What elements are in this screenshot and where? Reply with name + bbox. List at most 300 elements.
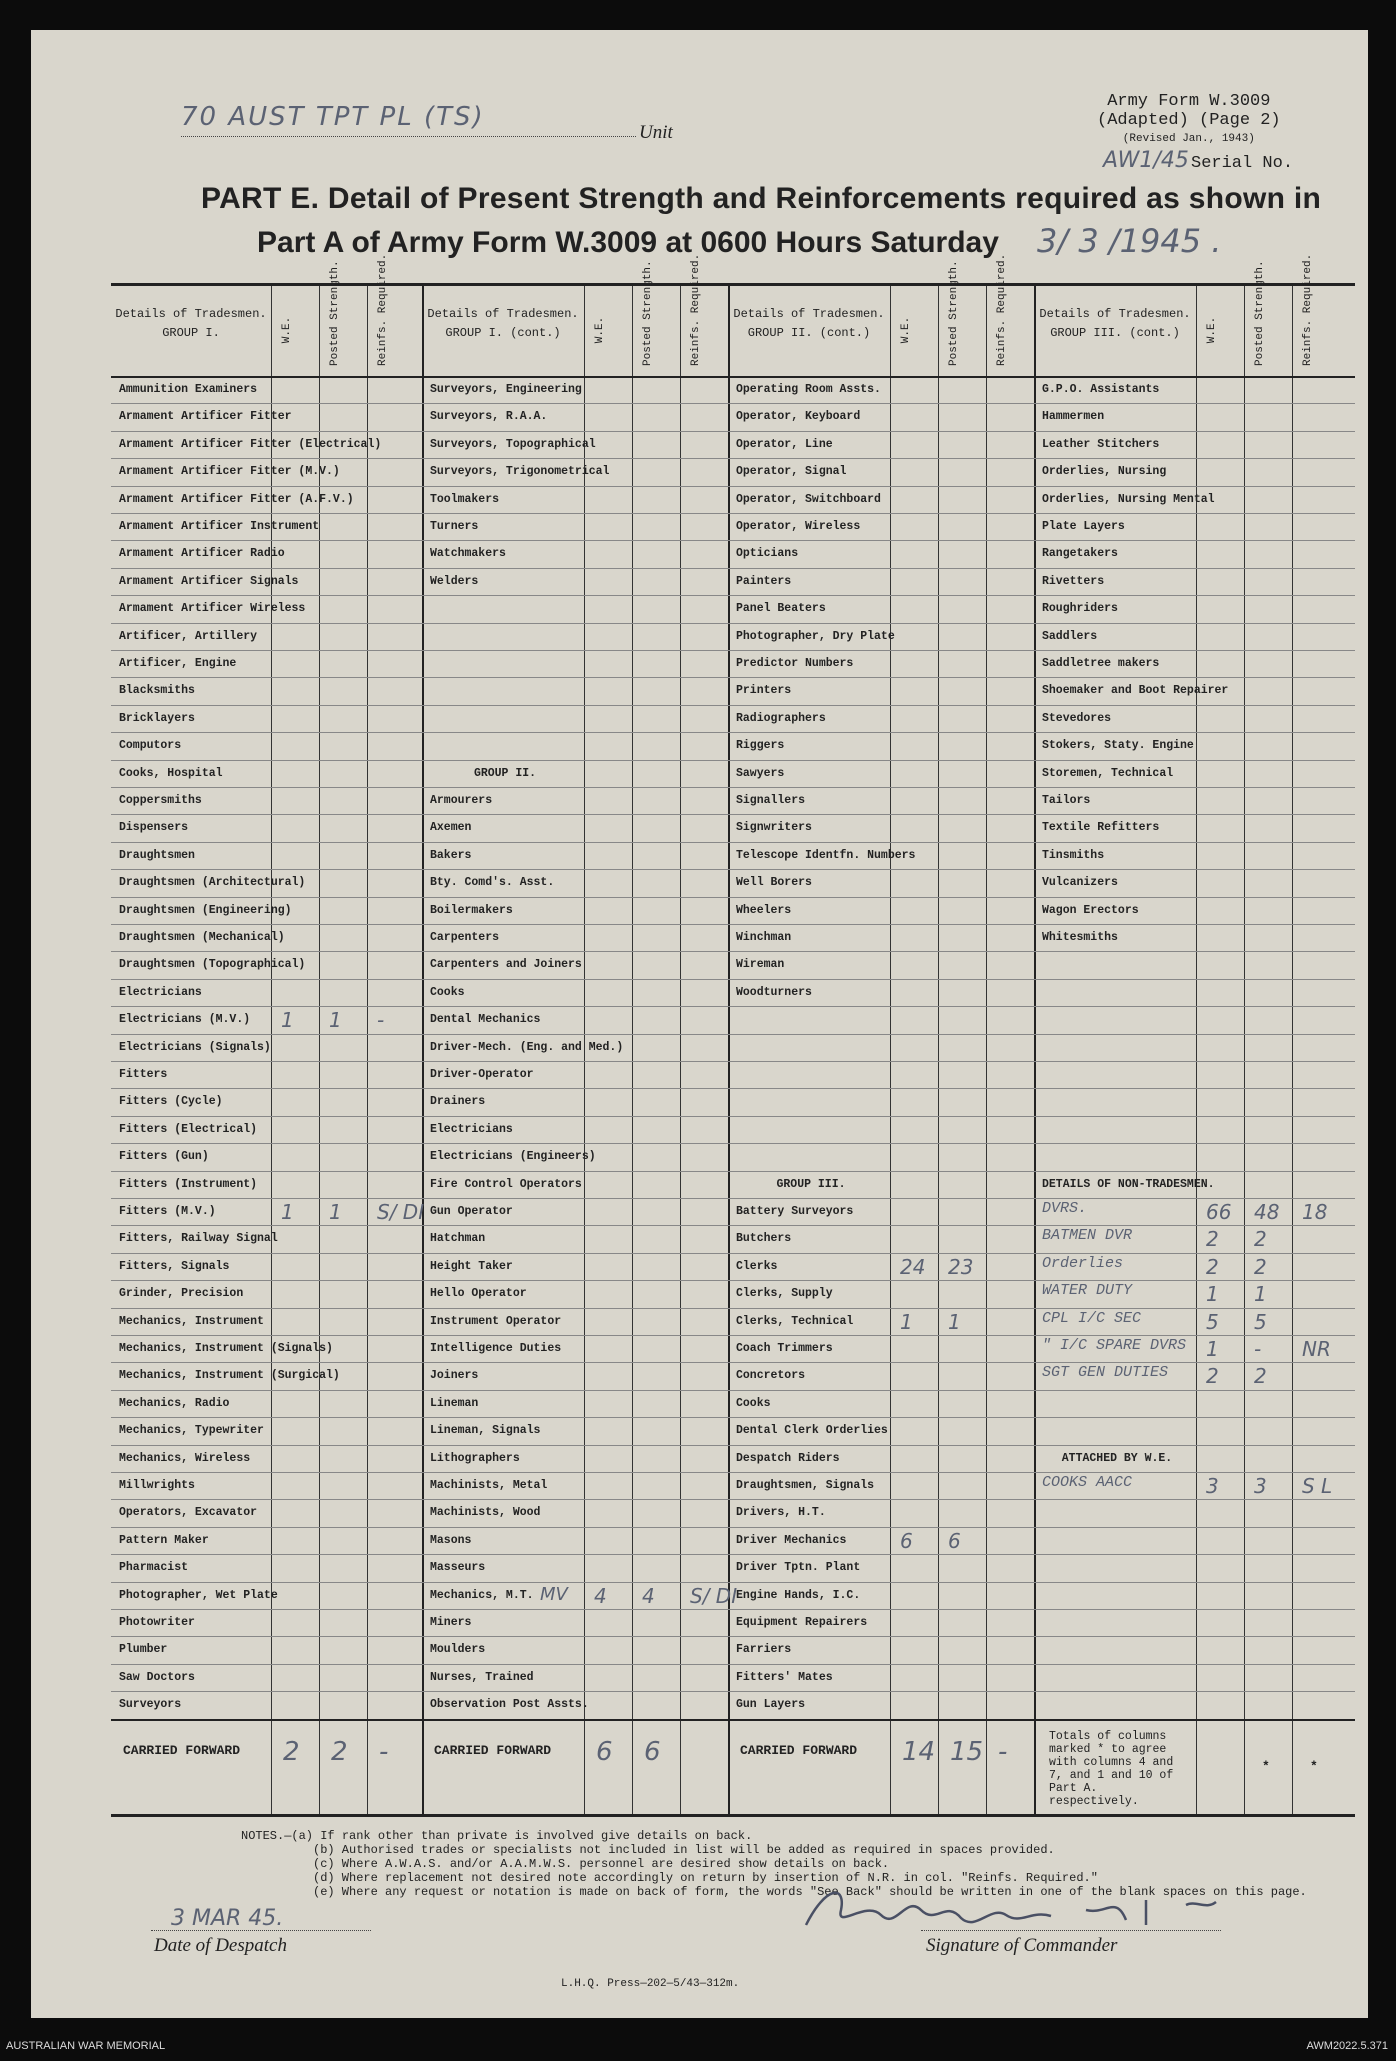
trade-label: Cooks <box>430 985 465 999</box>
trade-label: Electricians (M.V.) <box>119 1013 251 1027</box>
row-rule <box>111 705 1355 706</box>
trade-label: Mechanics, Wireless <box>119 1451 251 1465</box>
group-divider <box>422 286 424 1814</box>
column-rule <box>1292 286 1293 1814</box>
row-rule <box>111 1034 1355 1035</box>
row-rule <box>111 403 1355 404</box>
row-rule <box>111 568 1355 569</box>
trade-label: Signwriters <box>736 821 812 835</box>
trade-label: Hatchman <box>430 1232 486 1246</box>
trade-label: Opticians <box>736 547 799 561</box>
trade-label: Electricians <box>430 1122 513 1136</box>
trade-label: Sawyers <box>736 766 785 780</box>
trade-label: Radiographers <box>736 711 826 725</box>
trade-label: Storemen, Technical <box>1042 766 1174 780</box>
entry-reinf: 18 <box>1302 1200 1328 1224</box>
trade-label: Fitters (Cycle) <box>119 1095 223 1109</box>
trade-label: Vulcanizers <box>1042 876 1118 890</box>
header-group-label: GROUP I. <box>162 326 220 340</box>
trade-label: Fitters, Railway Signal <box>119 1232 278 1246</box>
carried-forward-value: - <box>379 1736 389 1767</box>
trade-label: Electricians (Engineers) <box>430 1150 596 1164</box>
note-line: (c) Where A.W.A.S. and/or A.A.M.W.S. personnel are desired show details on back. <box>313 1857 890 1871</box>
trade-label: Battery Surveyors <box>736 1205 854 1218</box>
note-line: (e) Where any request or notation is made on back of form, the words "See Back" should be written in one of the blank spaces on this page. <box>313 1885 1307 1899</box>
column-header-we: W.E. <box>900 316 912 344</box>
trade-label: Bty. Comd's. Asst. <box>430 876 555 890</box>
trade-label: Riggers <box>736 739 785 753</box>
trade-label: Leather Stitchers <box>1042 437 1160 451</box>
row-rule <box>111 1088 1355 1089</box>
trade-label: Winchman <box>736 931 792 944</box>
trade-label: GROUP II. <box>473 766 537 780</box>
carried-forward-value: 2 <box>283 1736 300 1767</box>
row-rule <box>111 1664 1355 1665</box>
trade-label: Operator, Keyboard <box>736 410 861 424</box>
row-rule <box>111 1472 1355 1473</box>
row-rule <box>111 979 1355 980</box>
trade-label: Fitters (M.V.) <box>119 1205 216 1218</box>
trade-label: Blacksmiths <box>119 684 195 698</box>
trade-label: Draughtsmen (Architectural) <box>119 876 306 890</box>
entry-we: 1 <box>900 1309 913 1334</box>
carried-forward-value: 2 <box>331 1736 348 1767</box>
signature-label: Signature of Commander <box>926 1935 1118 1956</box>
entry-we: 66 <box>1206 1200 1232 1224</box>
entry-posted: 1 <box>329 1200 342 1224</box>
row-rule <box>111 1335 1355 1336</box>
column-header-posted: Posted Strength. <box>1254 260 1266 366</box>
column-rule <box>1244 286 1245 1814</box>
trade-label: Draughtsmen (Topographical) <box>119 958 306 972</box>
title-line-1: PART E. Detail of Present Strength and Reinforcements required as shown in <box>201 182 1322 215</box>
trade-label: Predictor Numbers <box>736 657 854 670</box>
entry-we: 6 <box>900 1528 913 1553</box>
trade-label: Clerks, Technical <box>736 1314 854 1328</box>
trade-label: Clerks <box>736 1259 778 1273</box>
entry-we: 1 <box>1206 1337 1219 1361</box>
totals-note-text: Totals of columns marked * to agree with columns 4 and 7, and 1 and 10 of Part A. respectively. <box>1049 1730 1174 1808</box>
row-rule <box>111 1143 1355 1144</box>
row-rule <box>111 1308 1355 1309</box>
entry-reinf: S L <box>1302 1474 1333 1498</box>
column-rule <box>890 286 891 1814</box>
row-rule <box>111 1116 1355 1117</box>
trade-label: Telescope Identfn. Numbers <box>736 848 916 862</box>
entry-posted: 1 <box>948 1309 961 1334</box>
entry-posted: 5 <box>1254 1309 1267 1334</box>
trade-label: Mechanics, M.T. <box>430 1588 534 1602</box>
trade-label: Equipment Repairers <box>736 1616 868 1629</box>
row-rule <box>111 595 1355 596</box>
totals-asterisk: * <box>1262 1758 1270 1774</box>
column-rule <box>1196 286 1197 1814</box>
trade-label: Shoemaker and Boot Repairer <box>1042 684 1229 698</box>
trade-label: Despatch Riders <box>736 1451 840 1465</box>
trade-label: Armament Artificer Wireless <box>119 602 306 616</box>
trade-label: Watchmakers <box>430 547 506 561</box>
commander-signature <box>786 1880 1266 1940</box>
row-rule <box>111 951 1355 952</box>
trade-label: DETAILS OF NON-TRADESMEN. <box>1042 1177 1215 1191</box>
trade-label: Millwrights <box>119 1479 195 1492</box>
trade-label: Fitters (Electrical) <box>119 1122 258 1136</box>
trade-label: Mechanics, Instrument (Surgical) <box>119 1369 340 1383</box>
trade-label: Lineman, Signals <box>430 1424 541 1438</box>
entry-we: 24 <box>900 1254 926 1279</box>
trade-label: Plate Layers <box>1042 520 1125 533</box>
column-header-we: W.E. <box>1206 316 1218 344</box>
form-paper <box>31 30 1368 2018</box>
entry-we: 4 <box>594 1583 607 1608</box>
row-rule <box>111 842 1355 843</box>
trade-label: Wagon Erectors <box>1042 903 1139 917</box>
trade-label: Butchers <box>736 1232 792 1246</box>
column-header-posted: Posted Strength. <box>642 260 654 366</box>
unit-rule <box>181 136 636 137</box>
trade-label: Drivers, H.T. <box>736 1506 826 1520</box>
carried-forward-rule <box>111 1719 1355 1721</box>
trade-label: Carpenters and Joiners <box>430 958 582 972</box>
trade-label: Saddletree makers <box>1042 657 1160 670</box>
army-form-line: (Adapted) (Page 2) <box>1097 111 1281 130</box>
trade-label: Machinists, Metal <box>430 1479 548 1492</box>
trade-label: Rivetters <box>1042 574 1105 588</box>
column-header-reinfs: Reinfs. Required. <box>690 253 702 366</box>
trade-label: Driver-Mech. (Eng. and Med.) <box>430 1040 624 1054</box>
group-divider <box>1034 286 1036 1814</box>
carried-forward-value: 15 <box>950 1736 984 1767</box>
column-rule <box>938 286 939 1814</box>
trade-label: Driver Mechanics <box>736 1533 847 1547</box>
entry-posted: 6 <box>948 1528 961 1553</box>
trade-label: Grinder, Precision <box>119 1287 244 1301</box>
row-rule <box>111 787 1355 788</box>
trade-label: Concretors <box>736 1369 806 1383</box>
row-rule <box>111 760 1355 761</box>
trade-label: Armament Artificer Signals <box>119 574 299 588</box>
trade-label: Operating Room Assts. <box>736 383 881 396</box>
trade-label: Engine Hands, I.C. <box>736 1588 861 1602</box>
entry-we: 3 <box>1206 1474 1219 1498</box>
trade-label: Gun Operator <box>430 1205 513 1218</box>
row-rule <box>111 1198 1355 1199</box>
row-rule <box>111 1362 1355 1363</box>
trade-label: Draughtsmen (Engineering) <box>119 903 292 917</box>
entry-posted: 2 <box>1254 1254 1267 1279</box>
trade-label: Armament Artificer Fitter (A.F.V.) <box>119 492 354 506</box>
despatch-rule <box>151 1930 371 1931</box>
row-rule <box>111 458 1355 459</box>
row-rule <box>111 1445 1355 1446</box>
entry-we: 1 <box>281 1200 294 1224</box>
row-rule <box>111 897 1355 898</box>
trade-label: Miners <box>430 1616 472 1629</box>
trade-label: Cooks <box>736 1396 771 1410</box>
column-header-details <box>1034 308 1196 340</box>
trade-label: Ammunition Examiners <box>119 383 258 396</box>
trade-label: Computors <box>119 739 182 753</box>
trade-label: Clerks, Supply <box>736 1287 833 1301</box>
trade-label: Coppersmiths <box>119 794 202 807</box>
row-rule <box>111 814 1355 815</box>
trade-label: Operator, Line <box>736 437 833 451</box>
trade-label: Intelligence Duties <box>430 1342 562 1355</box>
trade-label: Armament Artificer Radio <box>119 547 285 561</box>
header-details-label: Details of Tradesmen. <box>733 307 885 321</box>
trade-label: Signallers <box>736 794 806 807</box>
trade-label: Textile Refitters <box>1042 821 1160 835</box>
trade-label: Operators, Excavator <box>119 1506 258 1520</box>
trade-label: Hello Operator <box>430 1287 527 1301</box>
trade-label: Dental Clerk Orderlies <box>736 1424 888 1438</box>
row-rule <box>111 1006 1355 1007</box>
trade-label: Saw Doctors <box>119 1670 195 1684</box>
trade-label: Dispensers <box>119 821 189 835</box>
trade-label: Driver Tptn. Plant <box>736 1561 861 1575</box>
note-line: (b) Authorised trades or specialists not included in list will be added as required in spaces provided. <box>313 1843 1055 1857</box>
entry-we: 1 <box>1206 1282 1219 1307</box>
trade-label: GROUP III. <box>776 1177 846 1191</box>
trade-label: Moulders <box>430 1643 486 1657</box>
totals-asterisk: * <box>1310 1758 1318 1774</box>
trade-label: Plumber <box>119 1643 168 1657</box>
trade-label: Armament Artificer Fitter <box>119 410 292 424</box>
entry-we: 2 <box>1206 1227 1219 1252</box>
trade-label: Wheelers <box>736 903 792 917</box>
column-header-details <box>422 308 584 340</box>
trade-label: Saddlers <box>1042 629 1098 643</box>
column-header-posted: Posted Strength. <box>329 260 341 366</box>
header-group-label: GROUP III. (cont.) <box>1050 326 1180 340</box>
row-rule <box>111 1280 1355 1281</box>
carried-forward-label: CARRIED FORWARD <box>434 1742 552 1758</box>
entry-posted: 1 <box>329 1008 342 1033</box>
column-header-reinfs: Reinfs. Required. <box>996 253 1008 366</box>
trade-label: Wireman <box>736 958 785 972</box>
trade-label: Dental Mechanics <box>430 1013 541 1027</box>
trade-label: WATER DUTY <box>1042 1282 1133 1300</box>
trade-label: Pattern Maker <box>119 1533 209 1547</box>
row-rule <box>111 924 1355 925</box>
trade-label: Masons <box>430 1533 472 1547</box>
trade-label: Operator, Switchboard <box>736 492 881 506</box>
entry-reinf: S/ DI <box>690 1583 738 1608</box>
column-rule <box>680 286 681 1814</box>
column-rule <box>367 286 368 1814</box>
trade-label: Tailors <box>1042 794 1091 807</box>
carried-forward-value: 14 <box>902 1736 936 1767</box>
trade-label: Draughtsmen, Signals <box>736 1479 875 1492</box>
trade-label: Lineman <box>430 1396 479 1410</box>
row-rule <box>111 1582 1355 1583</box>
trade-label: Bricklayers <box>119 711 195 725</box>
archive-reference: AWM2022.5.371 <box>1306 2040 1388 2052</box>
row-rule <box>111 677 1355 678</box>
trade-label: Cooks, Hospital <box>119 766 223 780</box>
trade-label: ATTACHED BY W.E. <box>1061 1451 1173 1465</box>
trade-label: Well Borers <box>736 876 812 890</box>
trade-label: Observation Post Assts. <box>430 1698 589 1712</box>
row-rule <box>111 1225 1355 1226</box>
trade-label: Hammermen <box>1042 410 1105 424</box>
row-rule <box>111 486 1355 487</box>
entry-reinf: S/ DI <box>377 1200 425 1224</box>
trade-label: Electricians <box>119 985 202 999</box>
header-details-label: Details of Tradesmen. <box>1039 307 1191 321</box>
trade-label: BATMEN DVR <box>1042 1227 1133 1245</box>
row-rule <box>111 1691 1355 1692</box>
trade-label: Surveyors, R.A.A. <box>430 410 548 424</box>
serial-label: Serial No. <box>1191 154 1294 173</box>
archive-credit: AUSTRALIAN WAR MEMORIAL <box>6 2040 166 2052</box>
trade-label: Boilermakers <box>430 903 513 917</box>
trade-label: Photographer, Dry Plate <box>736 629 895 643</box>
column-rule <box>271 286 272 1814</box>
entry-we: 1 <box>281 1008 294 1033</box>
strength-table <box>111 253 1355 1817</box>
trade-label: Mechanics, Instrument (Signals) <box>119 1342 333 1355</box>
trade-label: Height Taker <box>430 1259 513 1273</box>
trade-label: Turners <box>430 520 479 533</box>
army-form-revision: (Revised Jan., 1943) <box>1122 133 1255 145</box>
trade-label: Orderlies <box>1042 1254 1124 1272</box>
note-line: (d) Where replacement not desired note accordingly on return by insertion of N.R. in col. "Reinfs. Required." <box>313 1871 1098 1885</box>
row-rule <box>111 431 1355 432</box>
row-rule <box>111 732 1355 733</box>
trade-label: Welders <box>430 574 479 588</box>
trade-label: Driver-Operator <box>430 1068 534 1081</box>
despatch-label: Date of Despatch <box>154 1935 287 1956</box>
trade-label: Photowriter <box>119 1616 195 1629</box>
trade-label: Draughtsmen <box>119 848 195 862</box>
trade-label: Painters <box>736 574 792 588</box>
trade-label: Armament Artificer Instrument <box>119 520 320 533</box>
trade-label: Fitters (Instrument) <box>119 1177 258 1191</box>
entry-posted: 23 <box>948 1254 974 1279</box>
column-header-reinfs: Reinfs. Required. <box>377 253 389 366</box>
entry-posted: 1 <box>1254 1282 1267 1307</box>
row-rule <box>111 1554 1355 1555</box>
row-rule <box>111 1609 1355 1610</box>
row-rule <box>111 623 1355 624</box>
carried-forward-label: CARRIED FORWARD <box>123 1742 241 1758</box>
trade-label: Joiners <box>430 1369 479 1383</box>
header-group-label: GROUP II. (cont.) <box>747 326 871 340</box>
trade-label: Fitters (Gun) <box>119 1150 209 1164</box>
row-rule <box>111 1390 1355 1391</box>
column-rule <box>986 286 987 1814</box>
trade-label: Surveyors, Trigonometrical <box>430 465 610 479</box>
totals-note <box>1049 1730 1189 1808</box>
trade-label: Draughtsmen (Mechanical) <box>119 931 285 944</box>
trade-label: CPL I/C SEC <box>1042 1309 1142 1327</box>
carried-forward-value: 6 <box>644 1736 661 1767</box>
mt-amendment: MV <box>540 1583 568 1605</box>
trade-label: Armourers <box>430 794 493 807</box>
trade-label: Machinists, Wood <box>430 1506 541 1520</box>
trade-label: Panel Beaters <box>736 602 826 616</box>
trade-label: Stokers, Staty. Engine <box>1042 739 1194 753</box>
trade-label: Artificer, Engine <box>119 657 237 670</box>
header-details-label: Details of Tradesmen. <box>115 307 267 321</box>
trade-label: Coach Trimmers <box>736 1342 833 1355</box>
trade-label: Photographer, Wet Plate <box>119 1588 278 1602</box>
column-header-reinfs: Reinfs. Required. <box>1302 253 1314 366</box>
entry-posted: 4 <box>642 1583 655 1608</box>
carried-forward-label: CARRIED FORWARD <box>740 1742 858 1758</box>
row-rule <box>111 1527 1355 1528</box>
header-group-label: GROUP I. (cont.) <box>445 326 561 340</box>
trade-label: Pharmacist <box>119 1561 189 1575</box>
trade-label: Printers <box>736 684 792 698</box>
trade-label: Toolmakers <box>430 492 500 506</box>
unit-label: Unit <box>639 122 673 143</box>
entry-posted: 48 <box>1254 1200 1280 1224</box>
trade-label: Tinsmiths <box>1042 848 1105 862</box>
trade-label: Mechanics, Radio <box>119 1396 230 1410</box>
trade-label: Stevedores <box>1042 711 1112 725</box>
trade-label: Surveyors <box>119 1698 182 1712</box>
trade-label: Fitters, Signals <box>119 1259 230 1273</box>
row-rule <box>111 540 1355 541</box>
row-rule <box>111 869 1355 870</box>
trade-label: DVRS. <box>1042 1200 1088 1217</box>
trade-label: Woodturners <box>736 985 812 999</box>
row-rule <box>111 650 1355 651</box>
row-rule <box>111 1499 1355 1500</box>
column-header-posted: Posted Strength. <box>948 260 960 366</box>
entry-posted: - <box>1254 1337 1262 1361</box>
trade-label: Surveyors, Topographical <box>430 437 596 451</box>
date-handwritten: 3/ 3 /1945 . <box>1037 222 1222 260</box>
header-rule <box>111 376 1355 378</box>
carried-forward-value: - <box>998 1736 1008 1767</box>
trade-label: Nurses, Trained <box>430 1670 534 1684</box>
row-rule <box>111 1417 1355 1418</box>
unit-handwritten: 70 AUST TPT PL (TS) <box>181 102 485 132</box>
entry-reinf: NR <box>1302 1337 1331 1361</box>
trade-label: Carpenters <box>430 931 500 944</box>
title-line-2: Part A of Army Form W.3009 at 0600 Hours Saturday <box>257 226 999 259</box>
army-form-id <box>1097 92 1281 149</box>
row-rule <box>111 1636 1355 1637</box>
trade-label: Orderlies, Nursing <box>1042 465 1167 479</box>
trade-label: COOKS AACC <box>1042 1474 1133 1491</box>
trade-label: Artificer, Artillery <box>119 629 258 643</box>
signature-rule <box>921 1930 1221 1931</box>
entry-posted: 2 <box>1254 1227 1267 1252</box>
trade-label: Axemen <box>430 821 472 835</box>
row-rule <box>111 1253 1355 1254</box>
note-line: NOTES.—(a) If rank other than private is involved give details on back. <box>241 1829 753 1843</box>
serial-handwritten: AW1/45 <box>1103 148 1189 173</box>
trade-label: Drainers <box>430 1095 486 1109</box>
trade-label: Farriers <box>736 1643 792 1657</box>
entry-we: 5 <box>1206 1309 1219 1334</box>
trade-label: Whitesmiths <box>1042 931 1118 944</box>
trade-label: Mechanics, Instrument <box>119 1314 264 1328</box>
column-header-we: W.E. <box>281 316 293 344</box>
trade-label: Roughriders <box>1042 602 1118 616</box>
column-rule <box>319 286 320 1814</box>
trade-label: Electricians (Signals) <box>119 1040 271 1054</box>
trade-label: Masseurs <box>430 1561 486 1575</box>
trade-label: Mechanics, Typewriter <box>119 1424 264 1438</box>
trade-label: Armament Artificer Fitter (Electrical) <box>119 437 382 451</box>
header-details-label: Details of Tradesmen. <box>427 307 579 321</box>
trade-label: " I/C SPARE DVRS <box>1042 1337 1187 1354</box>
